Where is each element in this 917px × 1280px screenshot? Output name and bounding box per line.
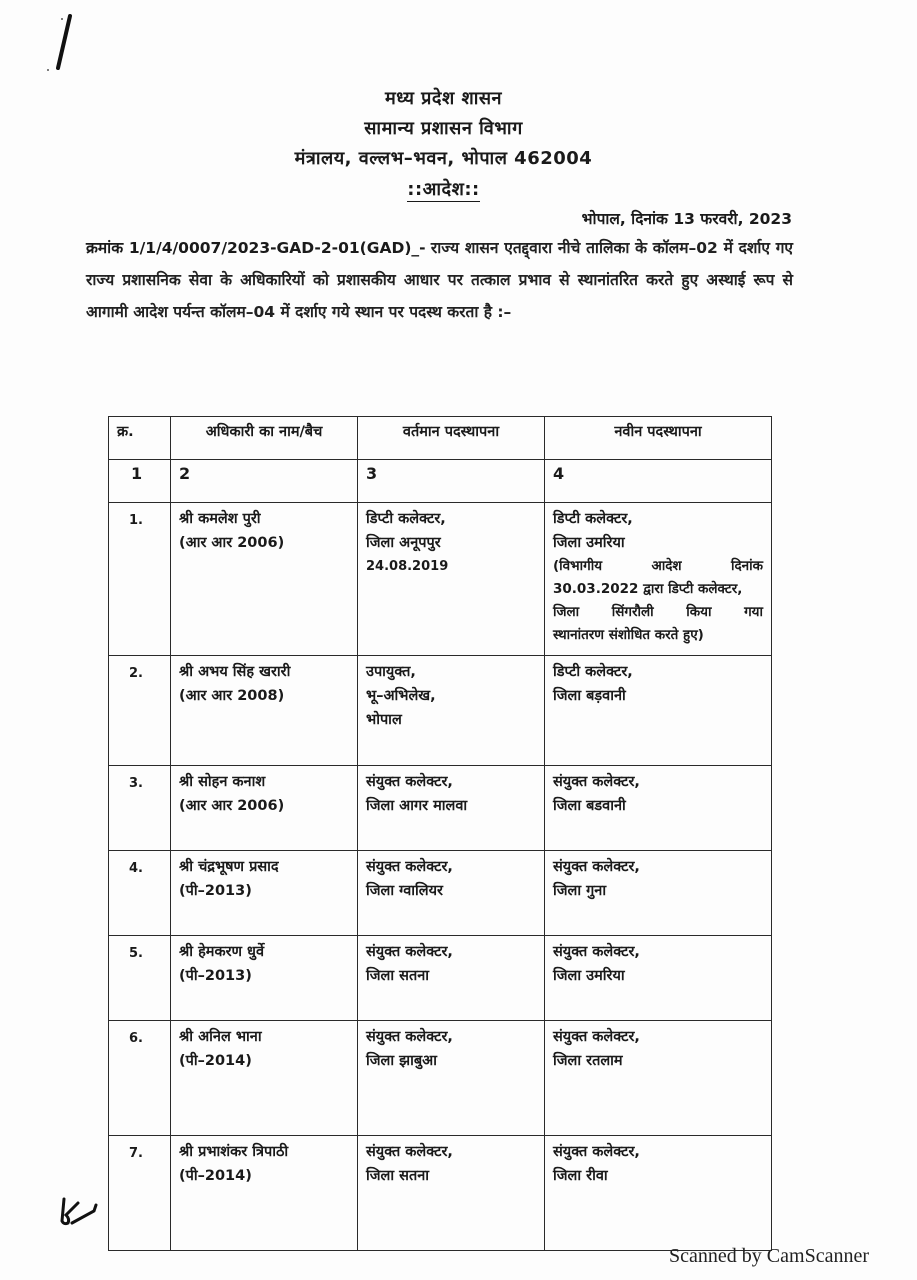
- current-posting-cell: [358, 936, 545, 1021]
- officer-cell: [171, 766, 358, 851]
- serial-number: 2.: [109, 656, 171, 766]
- column-number: 3: [358, 460, 545, 503]
- camscanner-watermark: Scanned by CamScanner: [669, 1245, 869, 1267]
- table-row: [109, 936, 772, 1021]
- current-posting-cell: [358, 851, 545, 936]
- header-department: सामान्य प्रशासन विभाग: [364, 118, 523, 139]
- note-line: (विभागीय आदेश दिनांक: [553, 558, 763, 574]
- new-posting-line: संयुक्त कलेक्टर,: [553, 944, 640, 960]
- current-posting-line: जिला आगर मालवा: [366, 798, 468, 814]
- new-posting-line: संयुक्त कलेक्टर,: [553, 1029, 640, 1045]
- officer-cell: [171, 936, 358, 1021]
- new-posting-line: संयुक्त कलेक्टर,: [553, 1144, 640, 1160]
- handwritten-slash-mark: [40, 12, 80, 72]
- column-number: 1: [109, 460, 171, 503]
- header-officer-name: अधिकारी का नाम/बैच: [171, 417, 358, 460]
- serial-number: 4.: [109, 851, 171, 936]
- current-posting-cell: [358, 1136, 545, 1251]
- new-posting-line: संयुक्त कलेक्टर,: [553, 859, 640, 875]
- officer-batch: (आर आर 2008): [179, 688, 285, 704]
- table-row: [109, 851, 772, 936]
- new-posting-line: जिला बडवानी: [553, 798, 626, 814]
- column-number: 2: [171, 460, 358, 503]
- officer-cell: [171, 656, 358, 766]
- new-posting-line: जिला बड़वानी: [553, 688, 626, 704]
- header-current-posting: वर्तमान पदस्थापना: [358, 417, 545, 460]
- new-posting-note: [553, 555, 763, 647]
- table-row: [109, 503, 772, 656]
- handwritten-initial-mark: [58, 1195, 108, 1231]
- header-address: मंत्रालय, वल्लभ–भवन, भोपाल 462004: [294, 148, 593, 169]
- officer-name: श्री प्रभाशंकर त्रिपाठी: [179, 1144, 289, 1160]
- new-posting-line: जिला गुना: [553, 883, 607, 899]
- current-posting-cell: [358, 656, 545, 766]
- new-posting-line: डिप्टी कलेक्टर,: [553, 664, 633, 680]
- officer-batch: (पी–2013): [179, 968, 252, 984]
- officer-batch: (पी–2014): [179, 1053, 252, 1069]
- current-posting-line: जिला झाबुआ: [366, 1053, 437, 1069]
- new-posting-line: जिला उमरिया: [553, 535, 625, 551]
- current-posting-line: जिला सतना: [366, 968, 430, 984]
- order-reference-number: क्रमांक 1/1/4/0007/2023-GAD-2-01(GAD)_-: [86, 239, 426, 257]
- order-title-text: ::आदेश::: [407, 179, 480, 200]
- current-posting-line: उपायुक्त,: [366, 664, 416, 680]
- new-posting-cell: [545, 851, 772, 936]
- new-posting-cell: [545, 656, 772, 766]
- serial-number: 6.: [109, 1021, 171, 1136]
- current-posting-line: जिला ग्वालियर: [366, 883, 443, 899]
- officer-name: श्री कमलेश पुरी: [179, 511, 261, 527]
- order-paragraph: [86, 232, 793, 328]
- current-posting-cell: [358, 503, 545, 656]
- header-new-posting: नवीन पदस्थापना: [545, 417, 772, 460]
- officer-batch: (आर आर 2006): [179, 535, 285, 551]
- table-row: [109, 766, 772, 851]
- column-number: 4: [545, 460, 772, 503]
- new-posting-line: जिला उमरिया: [553, 968, 625, 984]
- officer-batch: (पी–2014): [179, 1168, 252, 1184]
- current-posting-date: 24.08.2019: [366, 559, 449, 574]
- current-posting-line: भोपाल: [366, 712, 402, 728]
- column-number-row: [109, 460, 772, 503]
- officer-name: श्री हेमकरण धुर्वे: [179, 944, 265, 960]
- current-posting-line: संयुक्त कलेक्टर,: [366, 859, 453, 875]
- officer-batch: (पी–2013): [179, 883, 252, 899]
- officer-cell: [171, 851, 358, 936]
- header-government: मध्य प्रदेश शासन: [384, 88, 503, 109]
- current-posting-line: डिप्टी कलेक्टर,: [366, 511, 446, 527]
- transfer-table: [108, 416, 772, 1251]
- current-posting-line: भू–अभिलेख,: [366, 688, 436, 704]
- officer-cell: [171, 1021, 358, 1136]
- table-row: [109, 656, 772, 766]
- officer-name: श्री चंद्रभूषण प्रसाद: [179, 859, 279, 875]
- note-line: जिला सिंगरौली किया गया: [553, 604, 763, 620]
- officer-name: श्री अनिल भाना: [179, 1029, 262, 1045]
- officer-name: श्री सोहन कनाश: [179, 774, 266, 790]
- header-serial: क्र.: [109, 417, 171, 460]
- officer-cell: [171, 503, 358, 656]
- officer-batch: (आर आर 2006): [179, 798, 285, 814]
- table-row: [109, 1021, 772, 1136]
- current-posting-cell: [358, 766, 545, 851]
- serial-number: 1.: [109, 503, 171, 656]
- serial-number: 7.: [109, 1136, 171, 1251]
- current-posting-line: संयुक्त कलेक्टर,: [366, 1144, 453, 1160]
- current-posting-line: जिला अनूपपुर: [366, 535, 441, 551]
- table-row: [109, 1136, 772, 1251]
- current-posting-line: संयुक्त कलेक्टर,: [366, 1029, 453, 1045]
- note-line: 30.03.2022 द्वारा डिप्टी कलेक्टर,: [553, 581, 743, 597]
- new-posting-cell: [545, 766, 772, 851]
- current-posting-line: संयुक्त कलेक्टर,: [366, 774, 453, 790]
- new-posting-cell: [545, 936, 772, 1021]
- serial-number: 5.: [109, 936, 171, 1021]
- table-header-row: [109, 417, 772, 460]
- new-posting-line: जिला रतलाम: [553, 1053, 623, 1069]
- new-posting-line: जिला रीवा: [553, 1168, 608, 1184]
- officer-name: श्री अभय सिंह खरारी: [179, 664, 291, 680]
- new-posting-cell: [545, 1021, 772, 1136]
- new-posting-line: डिप्टी कलेक्टर,: [553, 511, 633, 527]
- order-body-text: राज्य शासन एतद्द्वारा नीचे तालिका के कॉलम–02 में दर्शाए गए राज्य प्रशासनिक सेवा के अधिकारियों को प्रशासकीय आधार पर तत्काल प्रभाव से स्थानांतरित करते हुए अस्थाई रूप से आगामी आदेश पर्यन्त कॉलम–04 में दर्शाए गये स्थान पर पदस्थ करता है :–: [86, 239, 794, 321]
- current-posting-cell: [358, 1021, 545, 1136]
- order-title: [0, 177, 902, 201]
- current-posting-line: संयुक्त कलेक्टर,: [366, 944, 453, 960]
- officer-cell: [171, 1136, 358, 1251]
- note-line: स्थानांतरण संशोधित करते हुए): [553, 627, 704, 643]
- current-posting-line: जिला सतना: [366, 1168, 430, 1184]
- place-date: भोपाल, दिनांक 13 फरवरी, 2023: [581, 210, 792, 228]
- serial-number: 3.: [109, 766, 171, 851]
- new-posting-cell: [545, 503, 772, 656]
- new-posting-line: संयुक्त कलेक्टर,: [553, 774, 640, 790]
- new-posting-cell: [545, 1136, 772, 1251]
